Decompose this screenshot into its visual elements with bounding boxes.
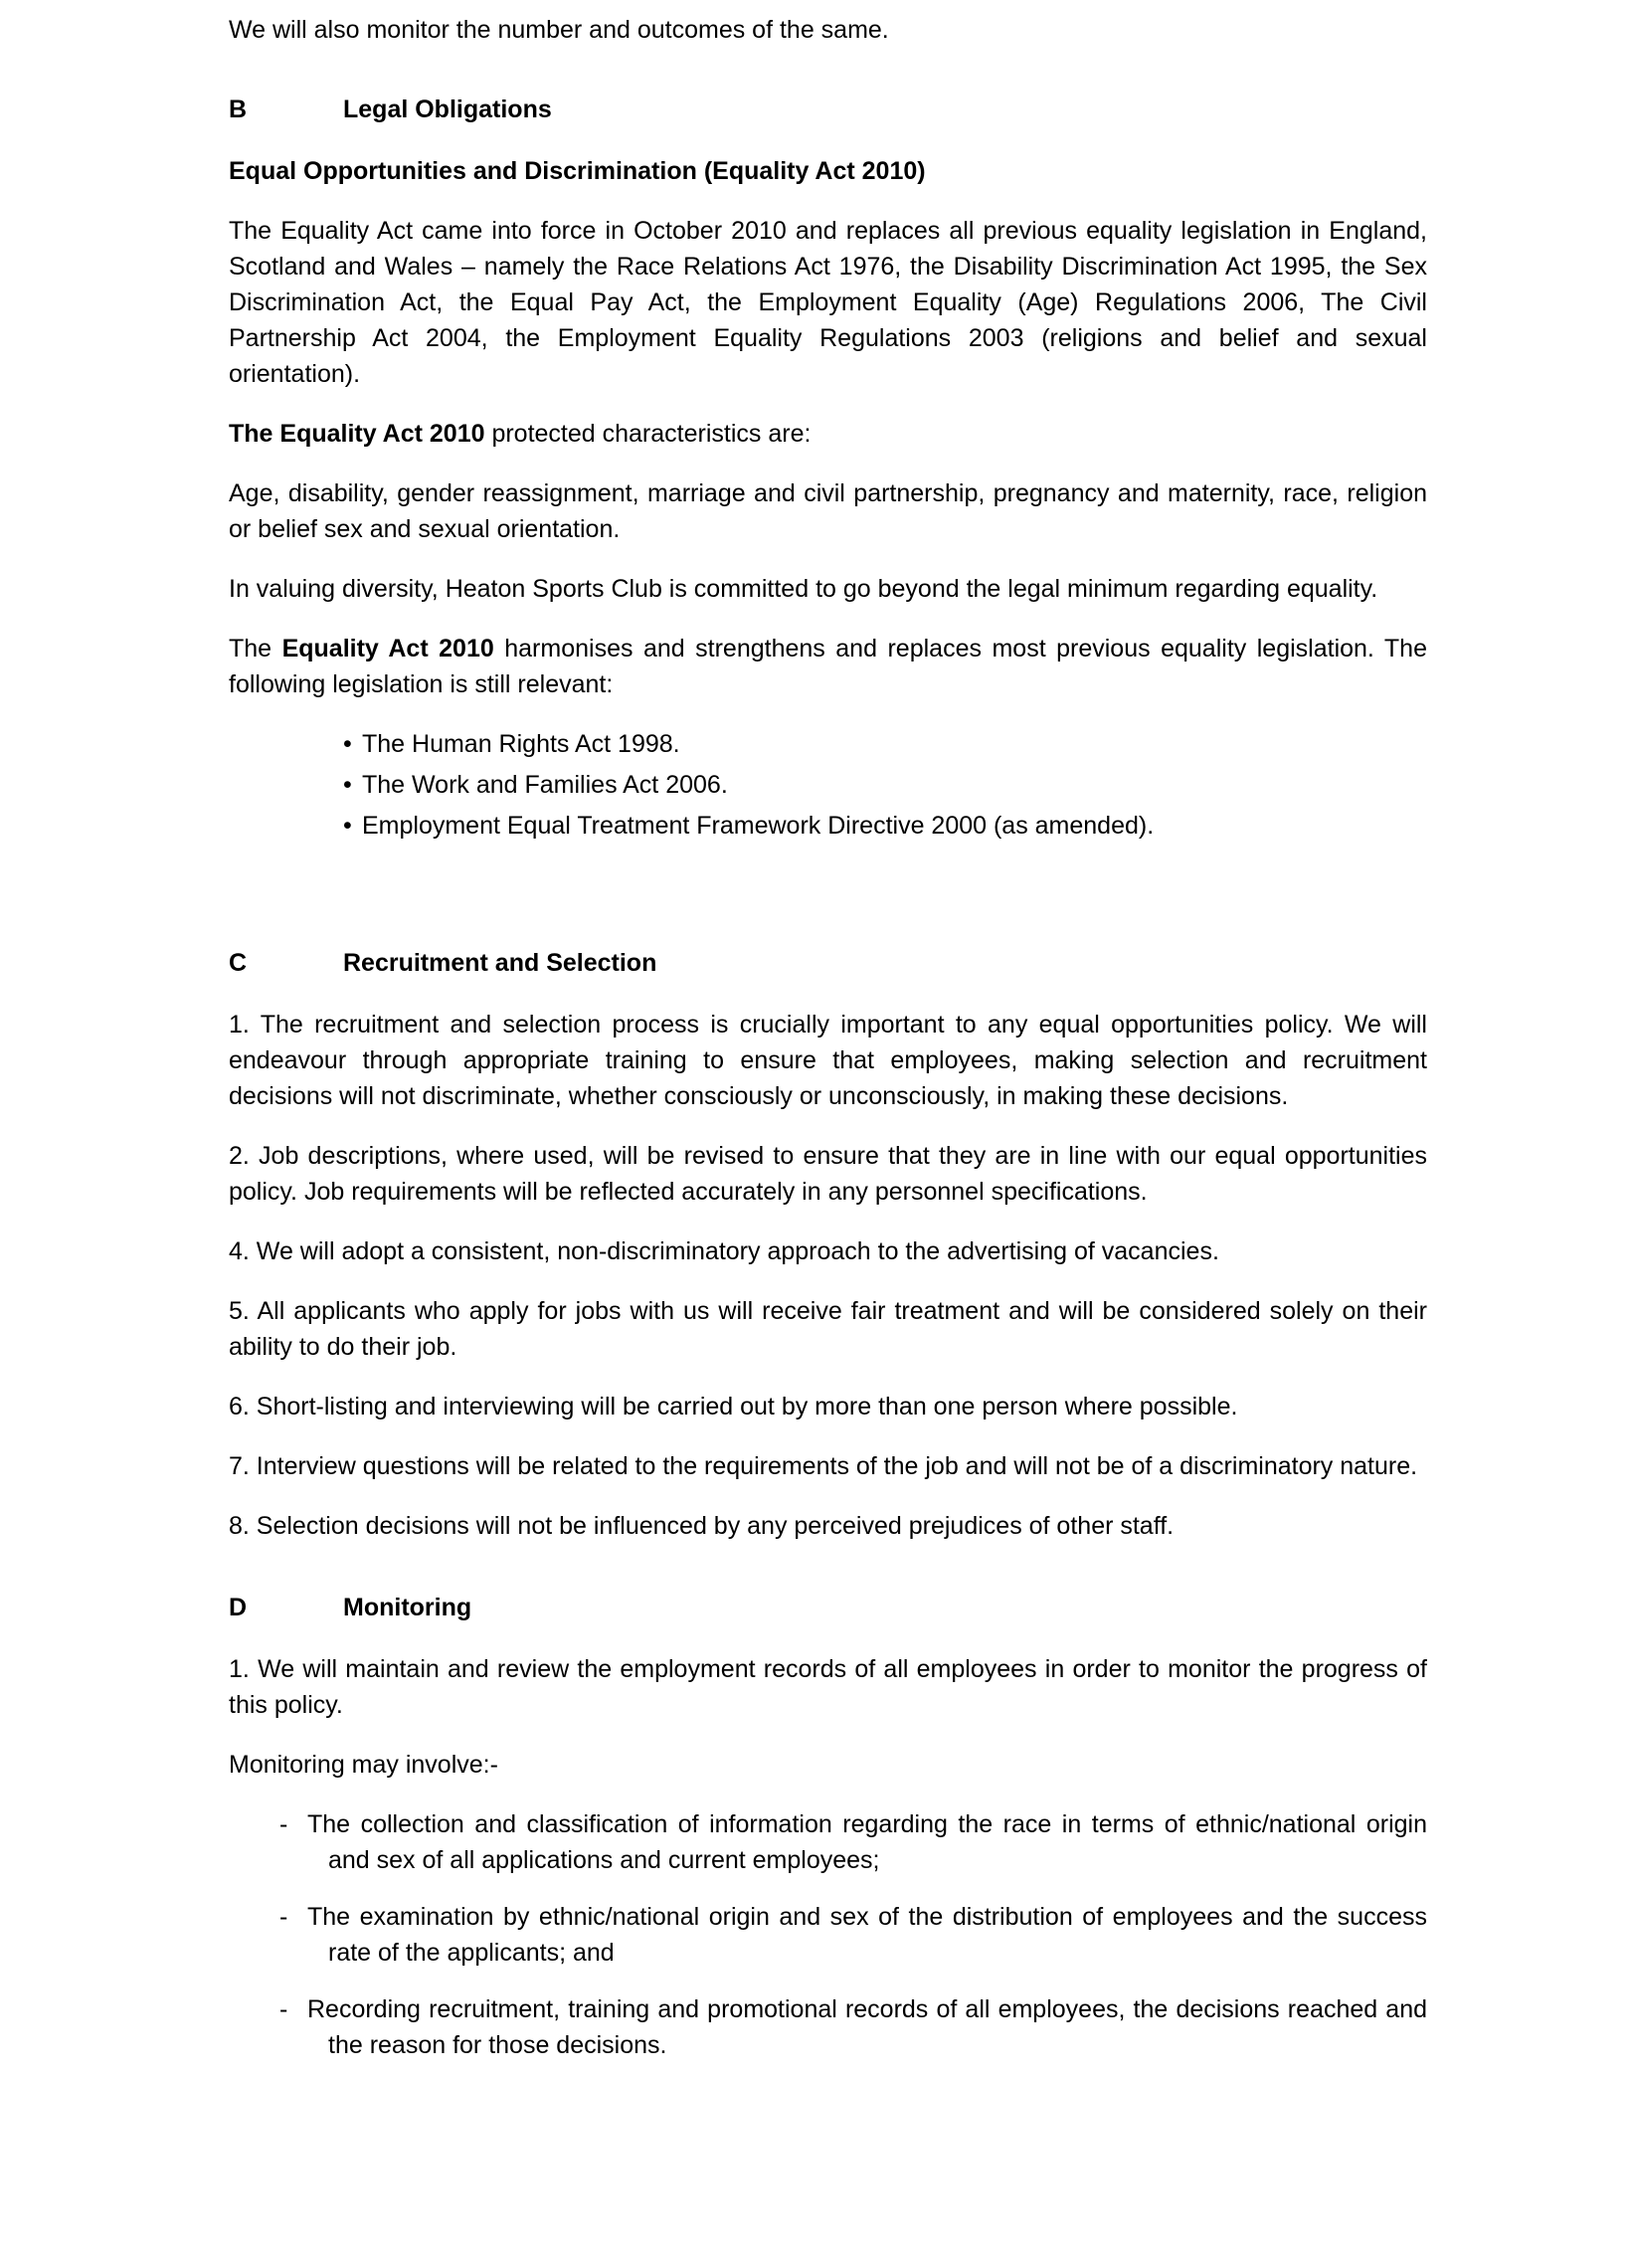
paragraph-harmonises xyxy=(229,631,1427,702)
legislation-bullet-list xyxy=(229,726,1427,844)
paragraph-protected-characteristics xyxy=(229,416,1427,452)
paragraph-recruitment-1: 1. The recruitment and selection process is crucially important to any equal opportunities policy. We will endeavour through appropriate training to ensure that employees, making selection and recruitment decisions will not discriminate, whether consciously or unconsciously, in making these decisions. xyxy=(229,1011,1427,1110)
dash-icon: - xyxy=(279,1995,288,2023)
intro-paragraph: We will also monitor the number and outcomes of the same. xyxy=(229,16,889,44)
dash-icon: - xyxy=(279,1810,288,1838)
section-c-letter: C xyxy=(229,949,248,977)
bullet-icon: • xyxy=(343,730,352,758)
bold-equality-act-2010: The Equality Act 2010 xyxy=(229,420,485,448)
dash-text: The collection and classification of information regarding the race in terms of ethnic/national origin and sex of all applications and current employees; xyxy=(307,1810,1427,1874)
bullet-text: The Work and Families Act 2006. xyxy=(362,771,728,799)
dash-icon: - xyxy=(279,1903,288,1931)
bullet-icon: • xyxy=(343,771,352,799)
section-b-letter: B xyxy=(229,95,248,123)
dash-item-examination xyxy=(229,1899,1427,1971)
paragraph-recruitment-7: 7. Interview questions will be related to the requirements of the job and will not be of a discriminatory nature. xyxy=(229,1452,1418,1480)
section-b-heading xyxy=(229,92,1427,127)
paragraph-monitoring-records: 1. We will maintain and review the employment records of all employees in order to monitor the progress of this policy. xyxy=(229,1655,1427,1719)
protected-characteristics-rest: protected characteristics are: xyxy=(484,420,812,448)
bullet-text: The Human Rights Act 1998. xyxy=(362,730,680,758)
dash-item-recording xyxy=(229,1991,1427,2063)
bold-equality-act-2010-harmonises: Equality Act 2010 xyxy=(281,635,494,662)
paragraph-recruitment-4: 4. We will adopt a consistent, non-discriminatory approach to the advertising of vacancies. xyxy=(229,1237,1219,1265)
section-d-letter: D xyxy=(229,1594,248,1621)
paragraph-protected-list: Age, disability, gender reassignment, marriage and civil partnership, pregnancy and maternity, race, religion or belief sex and sexual orientation. xyxy=(229,479,1427,543)
dash-item-collection xyxy=(229,1806,1427,1878)
harmonises-pre: The xyxy=(229,635,282,662)
paragraph-valuing-diversity: In valuing diversity, Heaton Sports Club is committed to go beyond the legal minimum regarding equality. xyxy=(229,575,1378,603)
dash-text: Recording recruitment, training and promotional records of all employees, the decisions reached and the reason for those decisions. xyxy=(307,1995,1427,2059)
bullet-item-framework-directive xyxy=(343,808,1427,844)
subheading-equal-opportunities: Equal Opportunities and Discrimination (Equality Act 2010) xyxy=(229,157,926,185)
section-d-heading xyxy=(229,1590,1427,1625)
section-c-title: Recruitment and Selection xyxy=(343,949,657,977)
monitoring-dash-list xyxy=(229,1806,1427,2063)
paragraph-recruitment-6: 6. Short-listing and interviewing will be carried out by more than one person where possible. xyxy=(229,1393,1238,1420)
harmonises-rest: harmonises and strengthens and replaces most previous equality legislation. The following legislation is still relevant: xyxy=(229,635,1427,698)
bullet-icon: • xyxy=(343,812,352,840)
section-d-title: Monitoring xyxy=(343,1594,472,1621)
paragraph-recruitment-8: 8. Selection decisions will not be influenced by any perceived prejudices of other staff. xyxy=(229,1512,1175,1540)
paragraph-recruitment-2: 2. Job descriptions, where used, will be revised to ensure that they are in line with our equal opportunities policy. Job requirements will be reflected accurately in any personnel specifications. xyxy=(229,1142,1427,1206)
bullet-text: Employment Equal Treatment Framework Directive 2000 (as amended). xyxy=(362,812,1155,840)
paragraph-recruitment-5: 5. All applicants who apply for jobs with us will receive fair treatment and will be considered solely on their ability to do their job. xyxy=(229,1297,1427,1361)
section-b-title: Legal Obligations xyxy=(343,95,552,123)
bullet-item-work-families xyxy=(343,767,1427,803)
paragraph-monitoring-involve: Monitoring may involve:- xyxy=(229,1751,498,1779)
dash-text: The examination by ethnic/national origin and sex of the distribution of employees and the success rate of the applicants; and xyxy=(307,1903,1427,1967)
bullet-item-human-rights xyxy=(343,726,1427,762)
paragraph-equality-act-force: The Equality Act came into force in October 2010 and replaces all previous equality legislation in England, Scotland and Wales – namely the Race Relations Act 1976, the Disability Discrimination Act 1995, the Sex Discrimination Act, the Equal Pay Act, the Employment Equality (Age) Regulations 2006, The Civil Partnership Act 2004, the Employment Equality Regulations 2003 (religions and belief and sexual orientation). xyxy=(229,217,1427,388)
section-c-heading xyxy=(229,945,1427,981)
